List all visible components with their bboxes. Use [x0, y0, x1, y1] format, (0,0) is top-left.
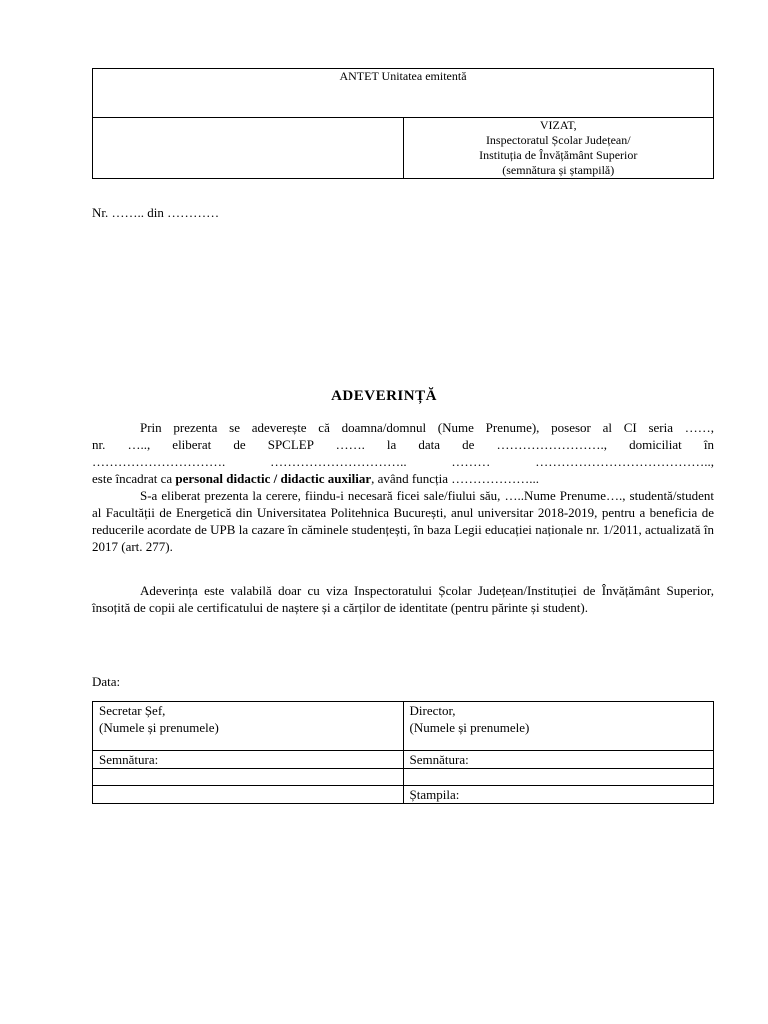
issuer-header-cell: ANTET Unitatea emitentă [93, 69, 714, 118]
empty-stamp-cell [93, 786, 404, 804]
paragraph-line: Prin prezenta se adeverește că doamna/domnul (Nume Prenume), posesor al CI seria ……, [140, 420, 714, 435]
paragraph-certification [92, 419, 714, 487]
vizat-line: (semnătura și ștampilă) [502, 163, 615, 177]
director-name-placeholder: (Numele și prenumele) [409, 720, 530, 735]
vizat-line: Inspectoratul Școlar Județean/ [485, 133, 631, 147]
stamp-label: Ștampila: [403, 786, 714, 804]
paragraph-line: …………………………. ………………………….. ……… ………………………………….., [92, 454, 714, 469]
text-span: , având funcția ………………... [371, 471, 539, 486]
secretary-cell [93, 702, 404, 751]
signature-table [92, 701, 714, 804]
registration-number: Nr. …….. din ………… [92, 205, 220, 220]
vizat-line: VIZAT, [539, 118, 577, 132]
empty-signature-cell [403, 769, 714, 786]
director-signature-label: Semnătura: [403, 751, 714, 769]
bold-text: personal didactic / didactic auxiliar [175, 471, 372, 486]
empty-header-cell [93, 118, 404, 179]
paragraph-text: Adeverința este valabilă doar cu viza Inspectoratului Școlar Județean/Instituției de Învățământ Superior, însoțită de copii ale certificatului de naștere și a cărților de identitate (pentru părinte și student). [92, 583, 714, 615]
date-label: Data: [92, 674, 121, 689]
director-title: Director, [409, 703, 456, 718]
paragraph-line [92, 470, 714, 487]
vizat-line: Instituția de Învățământ Superior [479, 148, 638, 162]
text-span: este încadrat ca [92, 471, 176, 486]
paragraph-text: S-a eliberat prezenta la cerere, fiindu-i necesară ficei sale/fiului său, …..Nume Prenume…., studentă/student al Facultății de Energetică din Universitatea Politehnica București, anul universitar 2018-2019, pentru a beneficia de reducerile acordate de UPB la cazare în căminele studențești, în baza Legii educației naționale nr. 1/2011, actualizată în 2017 (art. 277). [92, 488, 714, 554]
empty-signature-cell [93, 769, 404, 786]
header-table [92, 68, 714, 179]
paragraph-validity [92, 582, 714, 616]
secretary-title: Secretar Șef, [99, 703, 166, 718]
director-cell [403, 702, 714, 751]
vizat-cell [403, 118, 714, 179]
document-title: ADEVERINȚĂ [331, 388, 437, 404]
paragraph-line: nr. ….., eliberat de SPCLEP ……. la data de ……………………., domiciliat în [92, 437, 714, 452]
secretary-name-placeholder: (Numele și prenumele) [99, 720, 219, 735]
paragraph-purpose [92, 487, 714, 555]
secretary-signature-label: Semnătura: [93, 751, 404, 769]
